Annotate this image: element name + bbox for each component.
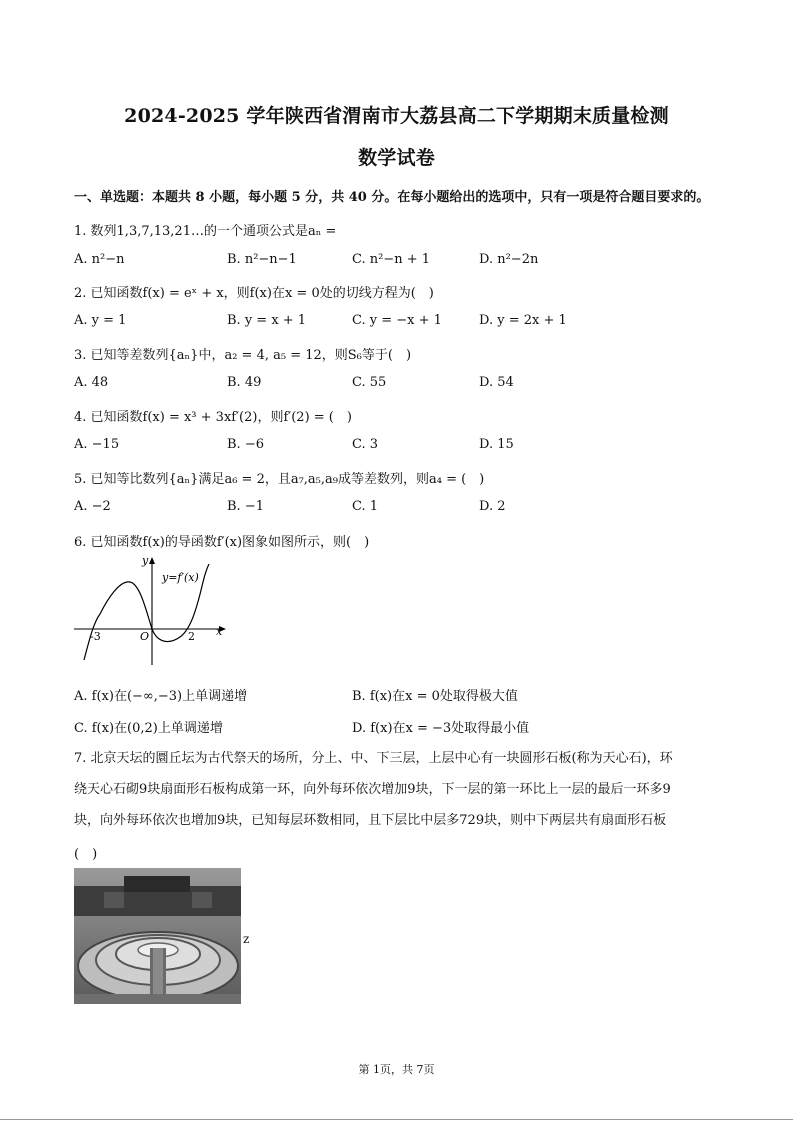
photo-side-mark: z (243, 932, 250, 946)
q5-option-c: C. 1 (352, 499, 379, 514)
q3-option-b: B. 49 (227, 375, 262, 390)
question-1-stem: 1. 数列1,3,7,13,21…的一个通项公式是aₙ = (74, 224, 337, 239)
curve-label: y=f′(x) (162, 571, 199, 584)
section-heading: 一、单选题：本题共 8 小题，每小题 5 分，共 40 分。在每小题给出的选项中，只有一项是符合题目要求的。 (74, 190, 710, 205)
q3-option-d: D. 54 (479, 375, 514, 390)
origin-label: O (140, 630, 150, 643)
exam-subtitle: 数学试卷 (358, 147, 435, 169)
question-7-line-4: ( ) (74, 847, 98, 862)
q6-option-b: B. f(x)在x = 0处取得极大值 (352, 689, 518, 704)
q6-option-c: C. f(x)在(0,2)上单调递增 (74, 721, 223, 736)
q4-option-c: C. 3 (352, 437, 379, 452)
q5-option-a: A. −2 (74, 499, 111, 514)
q2-option-a: A. y = 1 (74, 313, 127, 328)
q5-option-d: D. 2 (479, 499, 506, 514)
q5-option-b: B. −1 (227, 499, 264, 514)
q3-option-a: A. 48 (74, 375, 109, 390)
q1-option-c: C. n²−n + 1 (352, 252, 431, 267)
tick-2-label: 2 (188, 630, 195, 643)
tick-neg3-label: -3 (90, 630, 101, 643)
page-footer: 第 1页，共 7页 (358, 1063, 435, 1076)
question-6-stem: 6. 已知函数f(x)的导函数f′(x)图象如图所示，则( ) (74, 535, 370, 550)
question-5-stem: 5. 已知等比数列{aₙ}满足a₆ = 2，且a₇,a₅,a₉成等差数列，则a₄ = ( ) (74, 472, 485, 487)
question-7-line-1: 7. 北京天坛的圜丘坛为古代祭天的场所，分上、中、下三层，上层中心有一块圆形石板(称为天心石)，环 (74, 751, 673, 766)
q6-option-a: A. f(x)在(−∞,−3)上单调递增 (74, 689, 248, 704)
temple-of-heaven-photo (74, 868, 241, 1004)
bottom-divider (0, 1119, 793, 1120)
q2-option-c: C. y = −x + 1 (352, 313, 442, 328)
q3-option-c: C. 55 (352, 375, 387, 390)
question-4-stem: 4. 已知函数f(x) = x³ + 3xf′(2)，则f′(2) = ( ) (74, 410, 352, 425)
q1-option-a: A. n²−n (74, 252, 125, 267)
derivative-graph (70, 552, 235, 670)
q1-option-b: B. n²−n−1 (227, 252, 297, 267)
exam-title: 2024-2025 学年陕西省渭南市大荔县高二下学期期末质量检测 (124, 105, 669, 127)
q4-option-a: A. −15 (74, 437, 120, 452)
question-3-stem: 3. 已知等差数列{aₙ}中，a₂ = 4, a₅ = 12，则S₆等于( ) (74, 348, 412, 363)
q1-option-d: D. n²−2n (479, 252, 539, 267)
q4-option-d: D. 15 (479, 437, 514, 452)
q2-option-b: B. y = x + 1 (227, 313, 307, 328)
y-axis-arrow (149, 557, 155, 564)
question-7-line-2: 绕天心石砌9块扇面形石板构成第一环，向外每环依次增加9块，下一层的第一环比上一层的最后一环多9 (74, 782, 671, 797)
question-2-stem: 2. 已知函数f(x) = eˣ + x，则f(x)在x = 0处的切线方程为( ) (74, 286, 434, 301)
q6-option-d: D. f(x)在x = −3处取得最小值 (352, 721, 530, 736)
q4-option-b: B. −6 (227, 437, 264, 452)
x-axis-label: x (216, 625, 223, 638)
y-axis-label: y (142, 554, 149, 567)
question-7-line-3: 块，向外每环依次也增加9块，已知每层环数相同，且下层比中层多729块，则中下两层共有扇面形石板 (74, 813, 667, 828)
q2-option-d: D. y = 2x + 1 (479, 313, 567, 328)
